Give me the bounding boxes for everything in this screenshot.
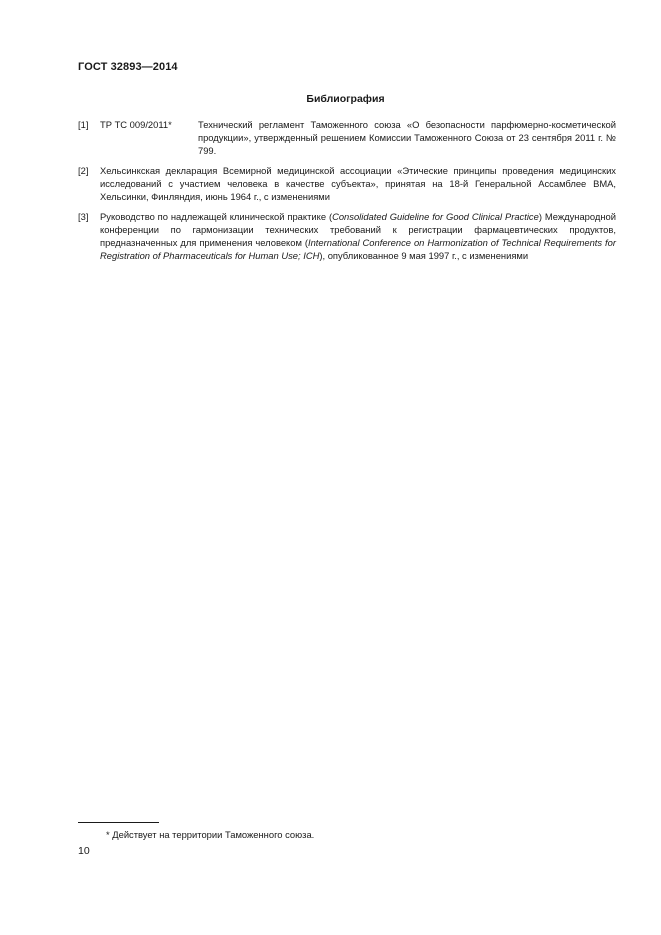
- section-title: Библиография: [306, 93, 385, 105]
- bibliography-entry: [78, 164, 616, 203]
- entry-number: [2]: [78, 165, 89, 176]
- entry-number: [1]: [78, 119, 89, 130]
- footnote: * Действует на территории Таможенного союза.: [106, 829, 315, 840]
- entry-italic-title: International Conference on Harmonization of Technical Requirements for Registration of Pharmaceuticals for Human Use; ICH: [100, 237, 616, 261]
- footnote-divider: [78, 822, 159, 823]
- bibliography-entry: [78, 118, 616, 157]
- bibliography-list: [78, 118, 616, 269]
- entry-text: Хельсинкская декларация Всемирной медицинской ассоциации «Этические принципы проведения медицинских исследований с участием человека в качестве субъекта», принятая на 18-й Генеральной Ассамблее ВМА, Хельсинки, Финляндия, июнь 1964 г., с изменениями: [100, 165, 616, 202]
- entry-italic-title: Consolidated Guideline for Good Clinical Practice: [332, 211, 539, 222]
- page-number: 10: [78, 845, 90, 857]
- bibliography-entry: [78, 210, 616, 262]
- entry-text-part: Руководство по надлежащей клинической практике (: [100, 211, 333, 222]
- document-code: ГОСТ 32893—2014: [78, 61, 178, 73]
- entry-text-part: ) Международной конференции по гармонизации технических требований к регистрации фармацевтических продуктов, предназначенных для применения человеком (: [100, 211, 617, 248]
- entry-text: Технический регламент Таможенного союза «О безопасности парфюмерно-косметической продукции», утвержденный решением Комиссии Таможенного Союза от 23 сентября 2011 г. № 799.: [198, 119, 616, 156]
- entry-number: [3]: [78, 211, 89, 222]
- entry-text: [100, 210, 616, 262]
- entry-text-part: ), опубликованное 9 мая 1997 г., с изменениями: [319, 250, 529, 261]
- entry-code: ТР ТС 009/2011*: [100, 119, 172, 130]
